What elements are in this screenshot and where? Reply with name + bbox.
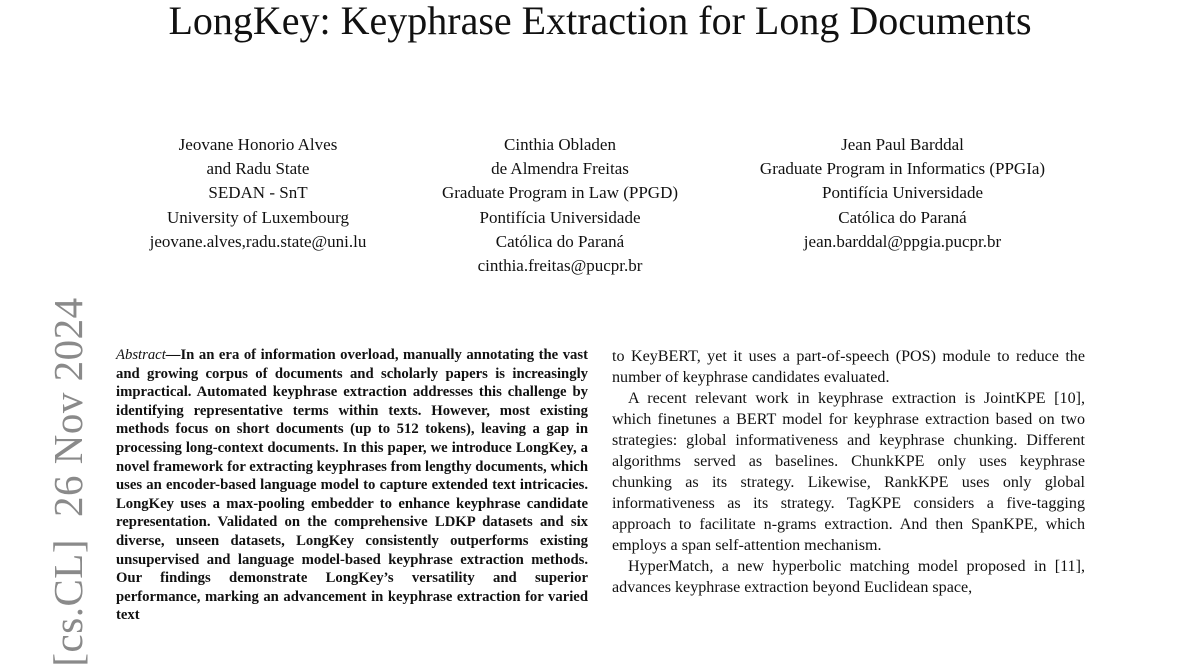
body-paragraph: HyperMatch, a new hyperbolic matching model proposed in [11], advances keyphrase extraction beyond Euclidean space, (612, 558, 1085, 596)
abstract (116, 346, 588, 625)
author-block-2 (405, 133, 715, 278)
author-email: jean.barddal@ppgia.pucpr.br (803, 231, 1002, 251)
author-line: Cinthia Obladen (504, 135, 616, 154)
author-line: Graduate Program in Informatics (PPGIa) (759, 159, 1046, 179)
right-column (612, 346, 1085, 598)
author-line: Jeovane Honorio Alves (178, 135, 338, 154)
author-line: and Radu State (206, 159, 310, 179)
author-email: jeovane.alves,radu.state@uni.lu (149, 231, 367, 251)
arxiv-category: [cs.CL] (45, 539, 91, 667)
abstract-label: Abstract (116, 347, 166, 363)
author-line: Pontifícia Universidade (479, 207, 641, 227)
body-paragraph: to KeyBERT, yet it uses a part-of-speech (POS) module to reduce the number of keyphrase candidates evaluated. (612, 348, 1085, 386)
author-line: Jean Paul Barddal (841, 135, 964, 154)
abstract-text: In an era of information overload, manually annotating the vast and growing corpus of documents and scholarly papers is increasingly impractical. Automated keyphrase extraction addresses this challenge by identifying representative terms within texts. However, most existing methods focus on short documents (up to 512 tokens), leaving a gap in processing long-context documents. In this paper, we introduce LongKey, a novel framework for extracting keyphrases from lengthy documents, which uses an encoder-based language model to capture extended text intricacies. LongKey uses a max-pooling embedder to enhance keyphrase candidate representation. Validated on the comprehensive LDKP datasets and six diverse, unseen datasets, LongKey consistently outperforms existing unsupervised and language model-based keyphrase extraction methods. Our findings demonstrate LongKey’s versatility and superior performance, marking an advancement in keyphrase extraction for varied text (116, 347, 588, 624)
author-block-1 (118, 133, 398, 254)
author-email: cinthia.freitas@pucpr.br (477, 256, 643, 276)
abstract-dash: — (165, 347, 181, 363)
author-block-3 (725, 133, 1080, 254)
author-line: University of Luxembourg (167, 207, 349, 227)
paper-title: LongKey: Keyphrase Extraction for Long Documents (168, 0, 1032, 43)
arxiv-sidebar-stamp (44, 297, 92, 666)
author-line: Católica do Paraná (495, 231, 625, 251)
arxiv-date: 26 Nov 2024 (45, 297, 91, 517)
author-line: Graduate Program in Law (PPGD) (441, 183, 679, 203)
author-line: SEDAN - SnT (208, 183, 308, 203)
author-line: de Almendra Freitas (491, 159, 629, 179)
author-line: Pontifícia Universidade (822, 183, 983, 203)
author-line: Católica do Paraná (838, 207, 967, 227)
body-paragraph: A recent relevant work in keyphrase extraction is JointKPE [10], which finetunes a BERT model for keyphrase extraction based on two strategies: global informativeness and keyphrase chunking. Different algorithms served as baselines. ChunkKPE only uses keyphrase chunking as its strategy. Likewise, RankKPE uses only global informativeness as its strategy. TagKPE considers a five-tagging approach to facilitate n-grams extraction. And then SpanKPE, which employs a span self-attention mechanism. (612, 390, 1085, 554)
